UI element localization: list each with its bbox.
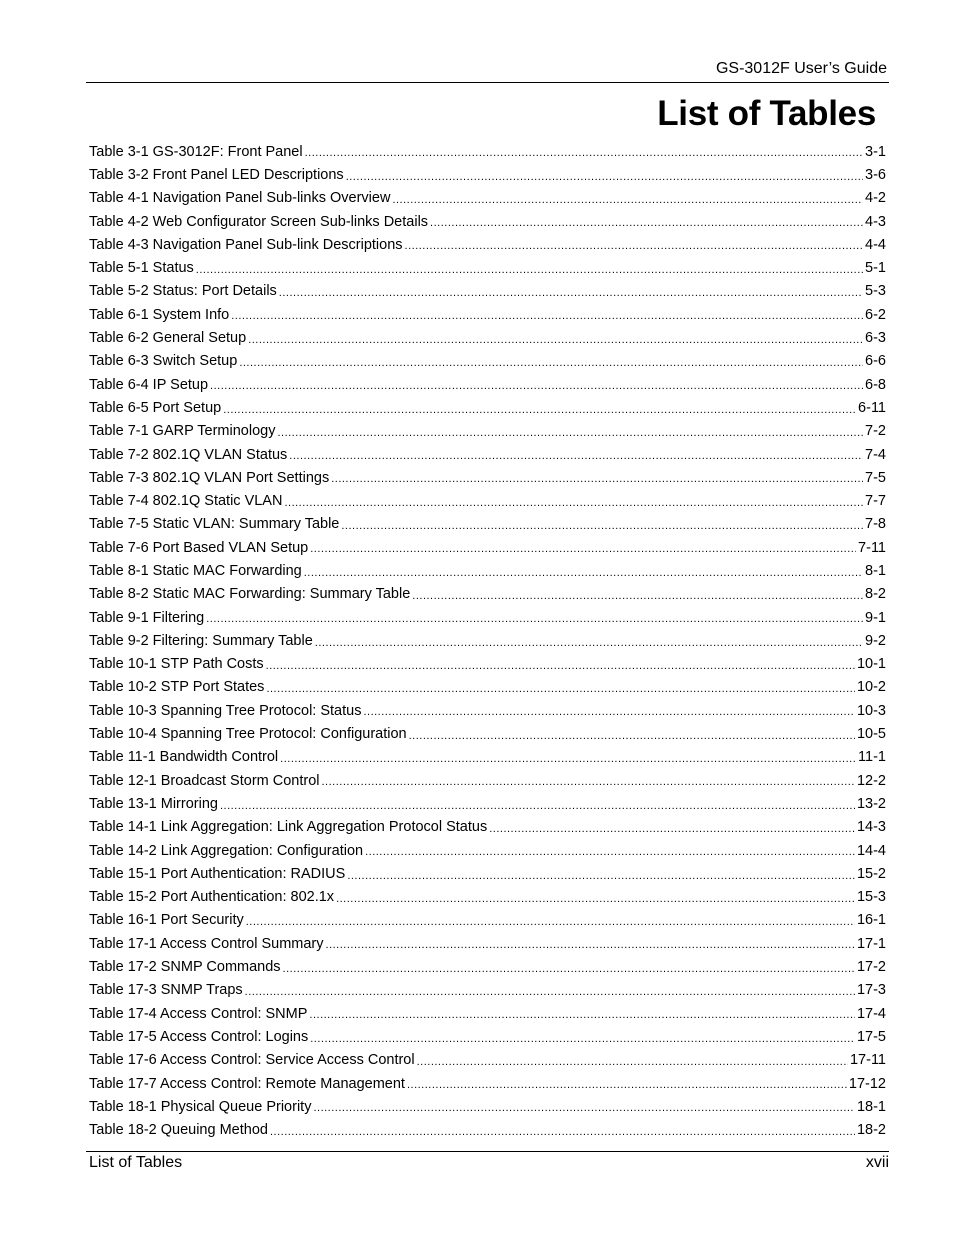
running-header-title: GS-3012F User’s Guide (715, 60, 887, 77)
toc-entry[interactable] (89, 466, 886, 489)
toc-dot-leader (206, 613, 863, 629)
toc-entry[interactable] (89, 256, 886, 279)
toc-dot-leader (489, 823, 855, 839)
toc-entry-label[interactable]: Table 17-5 Access Control: Logins (89, 1028, 309, 1045)
toc-entry[interactable] (89, 909, 886, 932)
toc-entry-page[interactable]: 12-2 (856, 772, 886, 789)
toc-entry-page[interactable]: 17-5 (856, 1028, 886, 1045)
toc-entry[interactable] (89, 699, 886, 722)
toc-dot-leader (231, 310, 863, 326)
toc-entry-label[interactable]: Table 13-1 Mirroring (89, 795, 218, 812)
toc-dot-leader (266, 683, 855, 699)
toc-entry[interactable] (89, 792, 886, 815)
toc-entry-label[interactable]: Table 6-1 System Info (89, 306, 230, 323)
toc-dot-leader (331, 473, 863, 489)
toc-entry-page[interactable]: 17-2 (856, 959, 886, 976)
footer-page-number: xvii (865, 1154, 889, 1171)
toc-entry-page[interactable]: 4-4 (865, 236, 886, 253)
toc-dot-leader (279, 287, 863, 303)
toc-entry-page[interactable]: 18-2 (856, 1122, 886, 1139)
toc-entry[interactable] (89, 606, 886, 629)
toc-entry-page[interactable]: 15-2 (856, 865, 886, 882)
toc-dot-leader (341, 520, 863, 536)
toc-entry[interactable] (89, 303, 886, 326)
toc-entry-page[interactable]: 13-2 (856, 795, 886, 812)
toc-entry[interactable] (89, 653, 886, 676)
toc-entry-label[interactable]: Table 18-2 Queuing Method (89, 1122, 268, 1139)
toc-entry[interactable] (89, 1095, 886, 1118)
toc-entry-label[interactable]: Table 17-2 SNMP Commands (89, 959, 281, 976)
toc-entry[interactable] (89, 1118, 886, 1141)
toc-entry-label[interactable]: Table 7-5 Static VLAN: Summary Table (89, 516, 340, 533)
toc-entry[interactable] (89, 932, 886, 955)
toc-dot-leader (223, 404, 856, 420)
toc-entry[interactable] (89, 536, 886, 559)
toc-dot-leader (409, 730, 855, 746)
toc-entry[interactable] (89, 629, 886, 652)
toc-entry-page[interactable]: 16-1 (856, 912, 886, 929)
toc-dot-leader (310, 1033, 855, 1049)
toc-entry-page[interactable]: 18-1 (856, 1098, 886, 1115)
toc-dot-leader (392, 194, 863, 210)
toc-entry-label[interactable]: Table 17-4 Access Control: SNMP (89, 1005, 308, 1022)
toc-entry-label[interactable]: Table 10-2 STP Port States (89, 679, 265, 696)
toc-entry-page[interactable]: 10-1 (856, 656, 886, 673)
toc-entry-label[interactable]: Table 14-1 Link Aggregation: Link Aggregation Protocol Status (89, 819, 488, 836)
toc-dot-leader (210, 380, 863, 396)
toc-entry-page[interactable]: 11-1 (858, 749, 886, 766)
toc-entry-page[interactable]: 6-8 (865, 376, 886, 393)
toc-entry-page[interactable]: 8-1 (865, 562, 886, 579)
toc-dot-leader (270, 1126, 855, 1142)
toc-entry-label[interactable]: Table 17-7 Access Control: Remote Management (89, 1075, 405, 1092)
table-list (89, 140, 886, 1142)
toc-entry-page[interactable]: 7-5 (865, 469, 886, 486)
toc-entry-label[interactable]: Table 8-2 Static MAC Forwarding: Summary Table (89, 586, 411, 603)
toc-dot-leader (266, 660, 855, 676)
toc-entry-label[interactable]: Table 15-2 Port Authentication: 802.1x (89, 889, 335, 906)
toc-entry[interactable] (89, 816, 886, 839)
toc-dot-leader (196, 264, 863, 280)
toc-entry-label[interactable]: Table 7-2 802.1Q VLAN Status (89, 446, 288, 463)
toc-entry[interactable] (89, 489, 886, 512)
toc-entry-label[interactable]: Table 9-2 Filtering: Summary Table (89, 632, 313, 649)
toc-entry-page[interactable]: 14-4 (856, 842, 886, 859)
toc-entry-page[interactable]: 7-8 (865, 516, 886, 533)
toc-entry-label[interactable]: Table 7-4 802.1Q Static VLAN (89, 493, 283, 510)
toc-entry-page[interactable]: 9-2 (865, 632, 886, 649)
toc-entry-page[interactable]: 17-1 (856, 935, 886, 952)
toc-dot-leader (304, 567, 863, 583)
toc-entry-label[interactable]: Table 17-3 SNMP Traps (89, 982, 243, 999)
toc-dot-leader (412, 590, 863, 606)
toc-entry[interactable] (89, 210, 886, 233)
toc-entry-label[interactable]: Table 17-6 Access Control: Service Access Control (89, 1052, 415, 1069)
toc-entry[interactable] (89, 583, 886, 606)
toc-entry[interactable] (89, 350, 886, 373)
footer-divider (86, 1151, 889, 1152)
toc-dot-leader (322, 776, 855, 792)
header-divider (86, 82, 889, 83)
toc-entry-page[interactable]: 4-3 (865, 213, 886, 230)
toc-entry-page[interactable]: 17-11 (849, 1052, 886, 1069)
toc-entry-label[interactable]: Table 17-1 Access Control Summary (89, 935, 324, 952)
toc-dot-leader (365, 846, 855, 862)
toc-entry[interactable] (89, 862, 886, 885)
toc-entry-label[interactable]: Table 6-4 IP Setup (89, 376, 209, 393)
toc-entry-label[interactable]: Table 7-1 GARP Terminology (89, 423, 276, 440)
toc-dot-leader (336, 893, 855, 909)
toc-dot-leader (346, 171, 863, 187)
toc-entry[interactable] (89, 1072, 886, 1095)
toc-entry-page[interactable]: 9-1 (865, 609, 886, 626)
toc-dot-leader (248, 334, 863, 350)
toc-entry[interactable] (89, 746, 886, 769)
toc-entry-page[interactable]: 6-3 (865, 330, 886, 347)
toc-entry[interactable] (89, 722, 886, 745)
toc-entry-label[interactable]: Table 6-2 General Setup (89, 330, 247, 347)
toc-entry-label[interactable]: Table 6-5 Port Setup (89, 399, 222, 416)
toc-entry-label[interactable]: Table 9-1 Filtering (89, 609, 205, 626)
toc-entry-page[interactable]: 3-6 (865, 166, 886, 183)
toc-dot-leader (289, 450, 863, 466)
toc-entry-page[interactable]: 10-2 (856, 679, 886, 696)
toc-entry-label[interactable]: Table 3-1 GS-3012F: Front Panel (89, 143, 303, 160)
toc-entry[interactable] (89, 839, 886, 862)
toc-entry-label[interactable]: Table 4-1 Navigation Panel Sub-links Overview (89, 190, 391, 207)
toc-dot-leader (347, 870, 855, 886)
toc-entry-page[interactable]: 4-2 (865, 190, 886, 207)
toc-entry-label[interactable]: Table 4-3 Navigation Panel Sub-link Descriptions (89, 236, 403, 253)
toc-entry[interactable] (89, 1049, 886, 1072)
toc-entry[interactable] (89, 676, 886, 699)
toc-entry-page[interactable]: 3-1 (865, 143, 886, 160)
toc-entry[interactable] (89, 163, 886, 186)
toc-entry-label[interactable]: Table 10-4 Spanning Tree Protocol: Configuration (89, 726, 407, 743)
toc-entry-page[interactable]: 10-5 (856, 726, 886, 743)
toc-entry-page[interactable]: 14-3 (856, 819, 886, 836)
toc-dot-leader (245, 986, 855, 1002)
toc-entry-page[interactable]: 10-3 (856, 702, 886, 719)
page-title: List of Tables (657, 94, 876, 133)
toc-entry-label[interactable]: Table 12-1 Broadcast Storm Control (89, 772, 320, 789)
toc-entry-page[interactable]: 17-12 (848, 1075, 886, 1092)
toc-entry[interactable] (89, 443, 886, 466)
toc-entry[interactable] (89, 280, 886, 303)
toc-entry-label[interactable]: Table 5-1 Status (89, 260, 194, 277)
toc-entry[interactable] (89, 187, 886, 210)
toc-entry[interactable] (89, 233, 886, 256)
toc-entry-label[interactable]: Table 3-2 Front Panel LED Descriptions (89, 166, 344, 183)
toc-dot-leader (246, 916, 855, 932)
toc-entry-label[interactable]: Table 4-2 Web Configurator Screen Sub-links Details (89, 213, 429, 230)
toc-entry-label[interactable]: Table 15-1 Port Authentication: RADIUS (89, 865, 346, 882)
toc-entry-page[interactable]: 6-11 (858, 399, 886, 416)
footer-section-name: List of Tables (89, 1154, 183, 1171)
toc-entry[interactable] (89, 886, 886, 909)
toc-dot-leader (284, 497, 863, 513)
toc-dot-leader (305, 147, 863, 163)
toc-dot-leader (310, 543, 856, 559)
toc-entry-page[interactable]: 17-4 (856, 1005, 886, 1022)
toc-entry[interactable] (89, 513, 886, 536)
toc-entry[interactable] (89, 140, 886, 163)
toc-entry[interactable] (89, 326, 886, 349)
toc-entry[interactable] (89, 1025, 886, 1048)
toc-entry[interactable] (89, 373, 886, 396)
toc-entry[interactable] (89, 396, 886, 419)
toc-entry-page[interactable]: 5-3 (865, 283, 886, 300)
toc-dot-leader (417, 1056, 848, 1072)
toc-entry-page[interactable]: 6-6 (865, 353, 886, 370)
toc-dot-leader (405, 240, 864, 256)
toc-dot-leader (326, 939, 855, 955)
toc-entry-page[interactable]: 7-7 (865, 493, 886, 510)
toc-entry[interactable] (89, 955, 886, 978)
toc-dot-leader (313, 1102, 855, 1118)
toc-dot-leader (283, 963, 855, 979)
toc-entry[interactable] (89, 769, 886, 792)
toc-entry-page[interactable]: 17-3 (856, 982, 886, 999)
toc-dot-leader (239, 357, 863, 373)
toc-entry-label[interactable]: Table 10-3 Spanning Tree Protocol: Status (89, 702, 362, 719)
toc-dot-leader (220, 800, 855, 816)
toc-dot-leader (363, 706, 855, 722)
toc-entry-page[interactable]: 15-3 (856, 889, 886, 906)
toc-dot-leader (309, 1009, 855, 1025)
toc-entry-label[interactable]: Table 16-1 Port Security (89, 912, 244, 929)
toc-dot-leader (277, 427, 863, 443)
toc-entry-label[interactable]: Table 5-2 Status: Port Details (89, 283, 277, 300)
toc-entry[interactable] (89, 979, 886, 1002)
toc-entry-label[interactable]: Table 11-1 Bandwidth Control (89, 749, 279, 766)
toc-dot-leader (407, 1079, 847, 1095)
toc-entry-page[interactable]: 8-2 (865, 586, 886, 603)
toc-entry[interactable] (89, 559, 886, 582)
toc-entry-label[interactable]: Table 10-1 STP Path Costs (89, 656, 264, 673)
toc-entry-page[interactable]: 5-1 (865, 260, 886, 277)
toc-entry-label[interactable]: Table 8-1 Static MAC Forwarding (89, 562, 302, 579)
toc-entry-page[interactable]: 7-4 (865, 446, 886, 463)
toc-dot-leader (430, 217, 863, 233)
toc-entry-label[interactable]: Table 7-3 802.1Q VLAN Port Settings (89, 469, 330, 486)
toc-entry[interactable] (89, 420, 886, 443)
toc-entry-page[interactable]: 6-2 (865, 306, 886, 323)
toc-entry-label[interactable]: Table 14-2 Link Aggregation: Configuration (89, 842, 364, 859)
toc-entry-page[interactable]: 7-11 (858, 539, 886, 556)
toc-entry[interactable] (89, 1002, 886, 1025)
toc-dot-leader (315, 637, 863, 653)
toc-entry-page[interactable]: 7-2 (865, 423, 886, 440)
toc-entry-label[interactable]: Table 6-3 Switch Setup (89, 353, 238, 370)
toc-entry-label[interactable]: Table 18-1 Physical Queue Priority (89, 1098, 312, 1115)
toc-dot-leader (280, 753, 856, 769)
toc-entry-label[interactable]: Table 7-6 Port Based VLAN Setup (89, 539, 309, 556)
